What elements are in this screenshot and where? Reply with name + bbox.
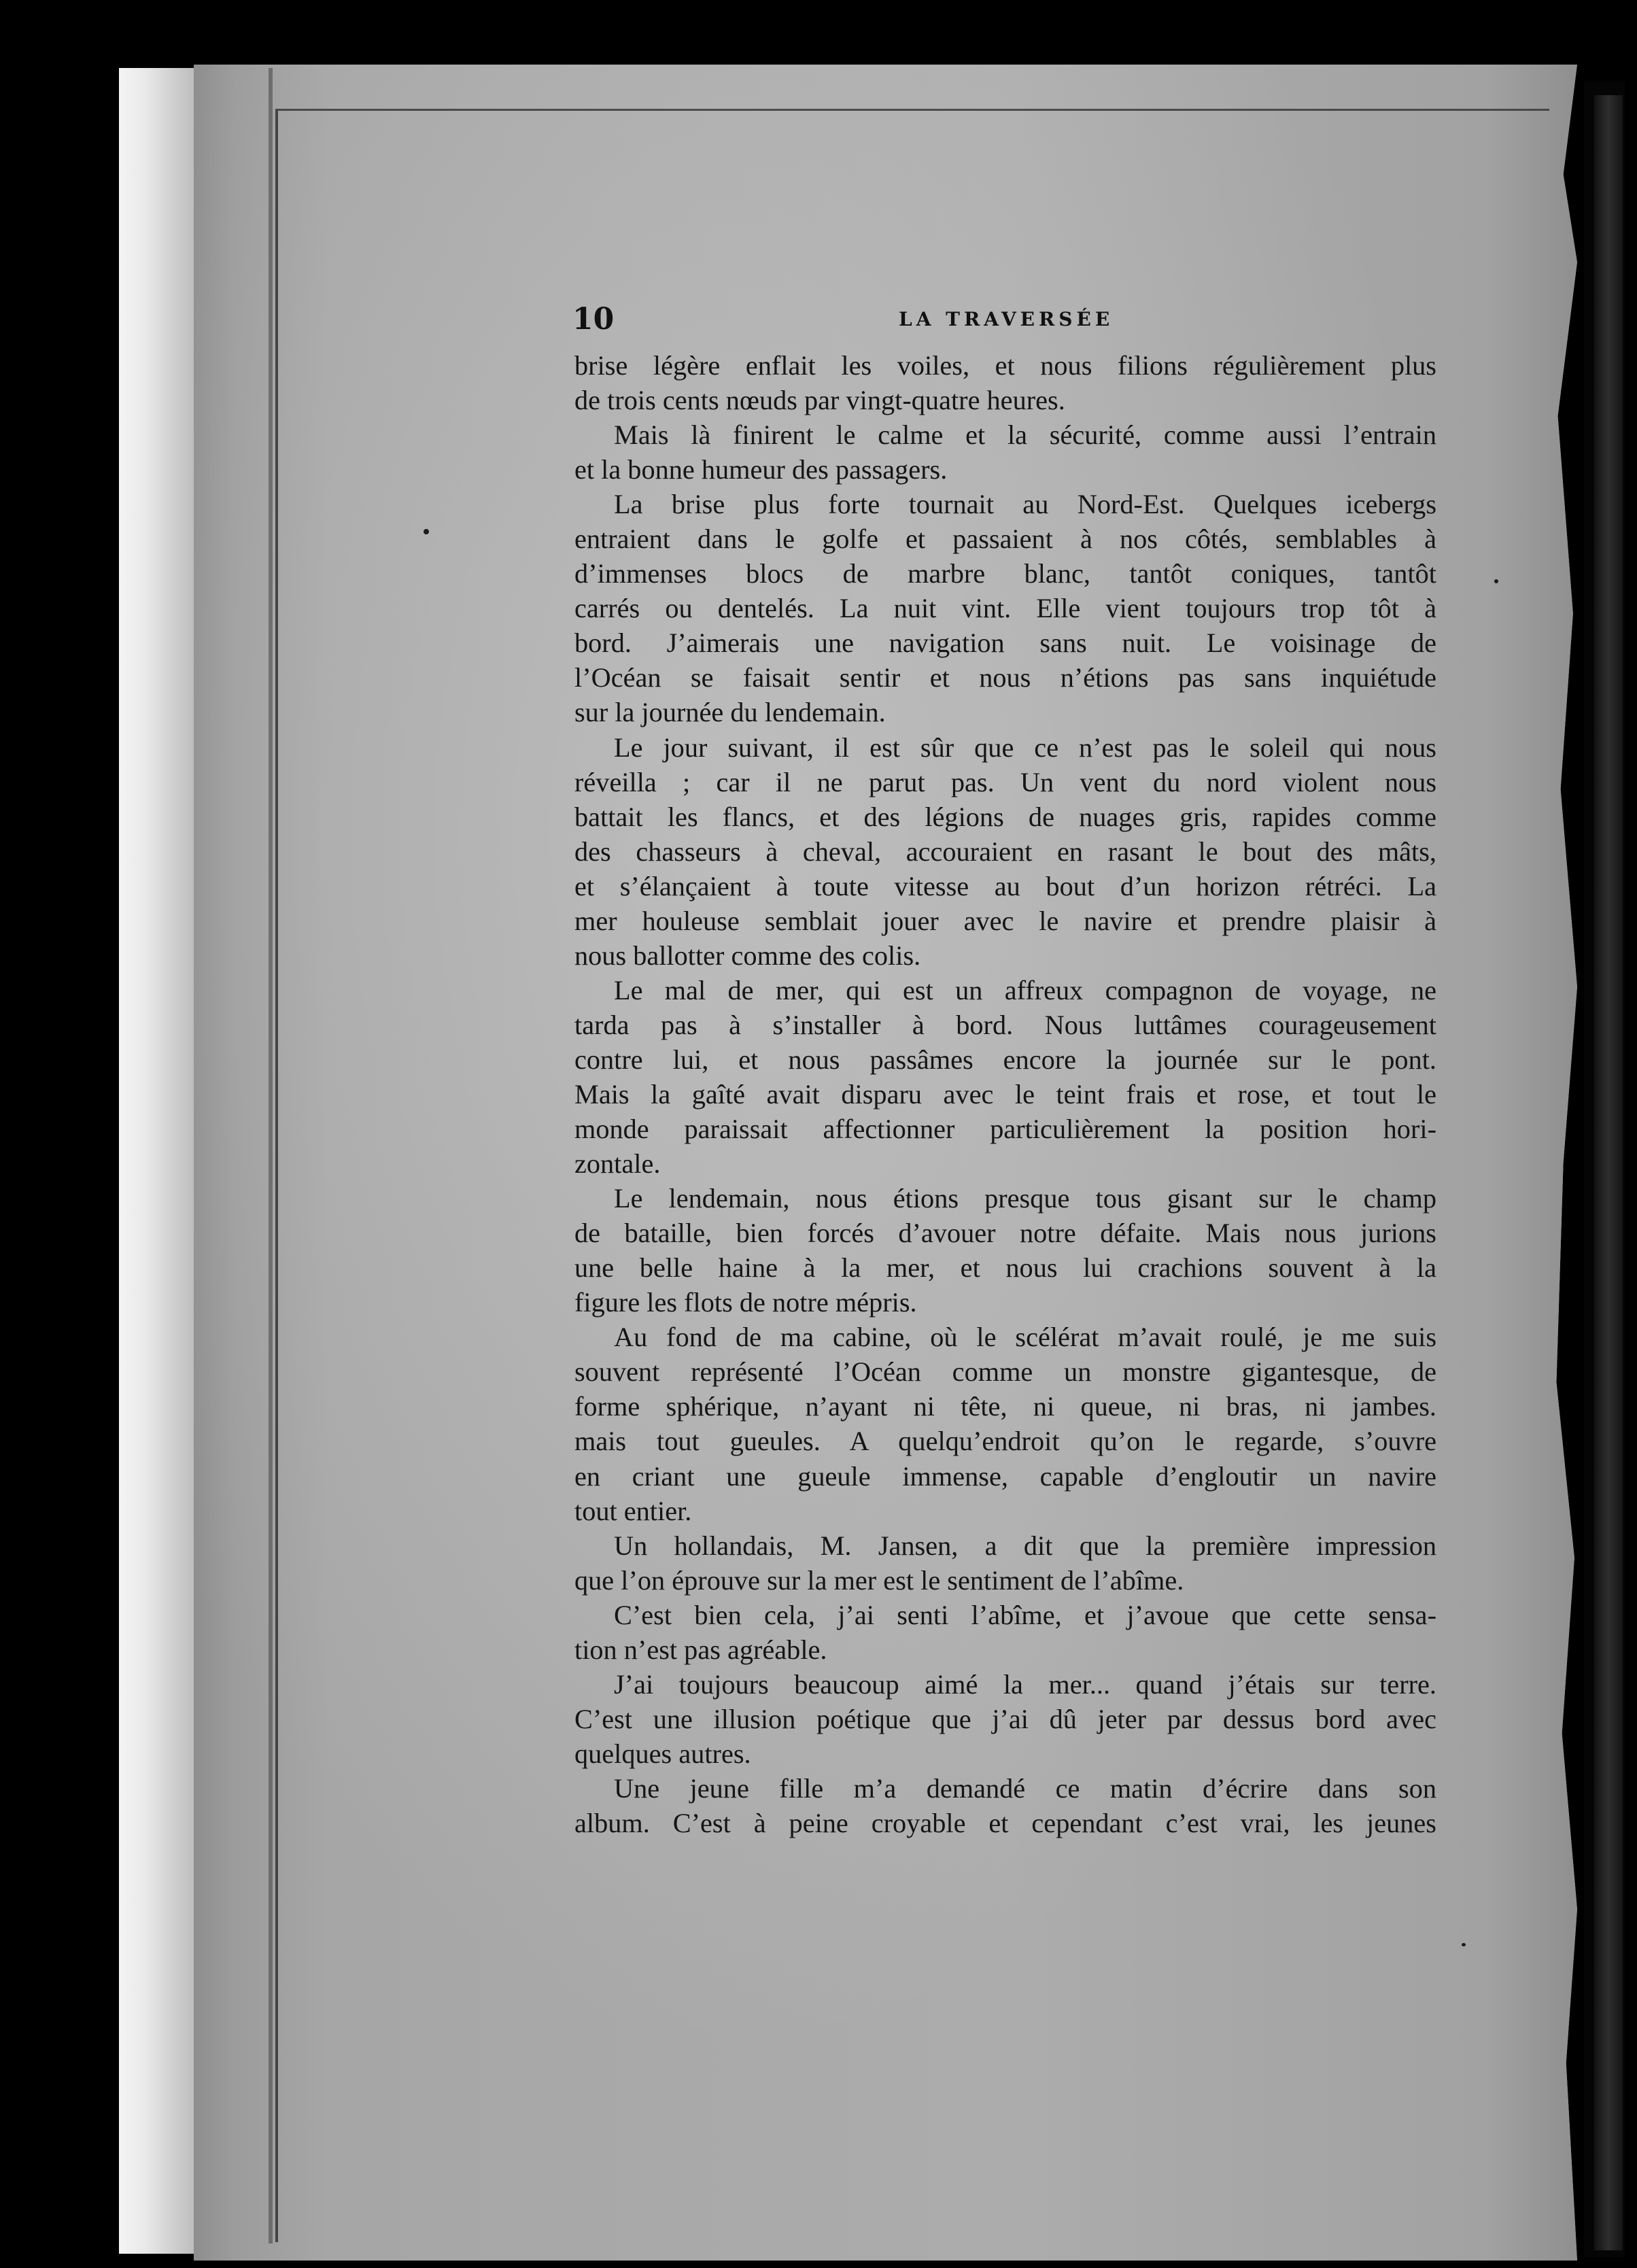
text-line: que l’on éprouve sur la mer est le sentiment de l’abîme. (574, 1564, 1184, 1596)
text-line: de bataille, bien forcés d’avouer notre défaite. Mais nous jurions (574, 1218, 1436, 1249)
text-line: Le mal de mer, qui est un affreux compagnon de voyage, ne (614, 974, 1436, 1006)
text-line: Au fond de ma cabine, où le scélérat m’avait roulé, je me suis (614, 1322, 1436, 1353)
text-line: de trois cents nœuds par vingt-quatre heures. (574, 385, 1065, 416)
text-line: Mais la gaîté avait disparu avec le teint frais et rose, et tout le (574, 1078, 1436, 1110)
text-line: monde paraissait affectionner particulièrement la position hori- (574, 1114, 1436, 1145)
text-line: carrés ou dentelés. La nuit vint. Elle vient toujours trop tôt à (574, 593, 1436, 624)
text-line: Le lendemain, nous étions presque tous gisant sur le champ (614, 1183, 1436, 1214)
text-line: mer houleuse semblait jouer avec le navire et prendre plaisir à (574, 905, 1436, 936)
text-line: figure les flots de notre mépris. (574, 1287, 917, 1318)
gutter-shadow (269, 68, 273, 2244)
text-line: une belle haine à la mer, et nous lui crachions souvent à la (574, 1252, 1436, 1284)
text-line: sur la journée du lendemain. (574, 697, 886, 728)
text-line: des chasseurs à cheval, accouraient en rasant le bout des mâts, (574, 836, 1436, 867)
text-line: tout entier. (574, 1495, 692, 1526)
page-edge-strip (119, 68, 194, 2254)
adjacent-page-edge (1594, 95, 1623, 2250)
ink-speck (1462, 1943, 1466, 1946)
ink-speck (424, 529, 429, 534)
text-line: bord. J’aimerais une navigation sans nuit. Le voisinage de (574, 628, 1436, 659)
text-line: Un hollandais, M. Jansen, a dit que la première impression (614, 1530, 1436, 1561)
text-line: tarda pas à s’installer à bord. Nous luttâmes courageusement (574, 1009, 1436, 1040)
text-line: C’est bien cela, j’ai senti l’abîme, et j’avoue que cette sensa- (614, 1599, 1436, 1630)
text-line: en criant une gueule immense, capable d’engloutir un navire (574, 1460, 1436, 1492)
text-line: battait les flancs, et des légions de nuages gris, rapides comme (574, 801, 1436, 832)
text-line: l’Océan se faisait sentir et nous n’étions pas sans inquiétude (574, 662, 1436, 693)
text-line: Une jeune fille m’a demandé ce matin d’écrire dans son (614, 1772, 1436, 1804)
text-line: entraient dans le golfe et passaient à nos côtés, semblables à (574, 523, 1436, 555)
text-line: et la bonne humeur des passagers. (574, 454, 948, 485)
text-line: Mais là finirent le calme et la sécurité, comme aussi l’entrain (614, 419, 1436, 451)
page-number: 10 (572, 302, 615, 337)
running-title: LA TRAVERSÉE (899, 308, 1114, 330)
body-text (574, 348, 1436, 1840)
text-line: brise légère enflait les voiles, et nous filions régulièrement plus (574, 350, 1436, 381)
text-line: tion n’est pas agréable. (574, 1634, 827, 1665)
ink-speck (1494, 579, 1498, 583)
text-line: La brise plus forte tournait au Nord-Est. Quelques icebergs (614, 489, 1436, 520)
text-line: Le jour suivant, il est sûr que ce n’est pas le soleil qui nous (614, 732, 1436, 763)
text-line: mais tout gueules. A quelqu’endroit qu’on le regarde, s’ouvre (574, 1426, 1436, 1457)
text-line: contre lui, et nous passâmes encore la journée sur le pont. (574, 1044, 1436, 1075)
text-line: nous ballotter comme des colis. (574, 940, 921, 971)
text-line: forme sphérique, n’ayant ni tête, ni queue, ni bras, ni jambes. (574, 1391, 1436, 1422)
text-line: album. C’est à peine croyable et cependant c’est vrai, les jeunes (574, 1807, 1436, 1838)
text-line: J’ai toujours beaucoup aimé la mer... quand j’étais sur terre. (614, 1668, 1436, 1700)
text-line: et s’élançaient à toute vitesse au bout d’un horizon rétréci. La (574, 870, 1436, 901)
text-line: souvent représenté l’Océan comme un monstre gigantesque, de (574, 1356, 1436, 1388)
text-line: d’immenses blocs de marbre blanc, tantôt coniques, tantôt (574, 558, 1436, 589)
text-line: réveilla ; car il ne parut pas. Un vent du nord violent nous (574, 766, 1436, 797)
text-line: C’est une illusion poétique que j’ai dû jeter par dessus bord avec (574, 1703, 1436, 1734)
text-line: quelques autres. (574, 1738, 751, 1769)
page-header (572, 299, 1436, 340)
text-line: zontale. (574, 1148, 661, 1180)
